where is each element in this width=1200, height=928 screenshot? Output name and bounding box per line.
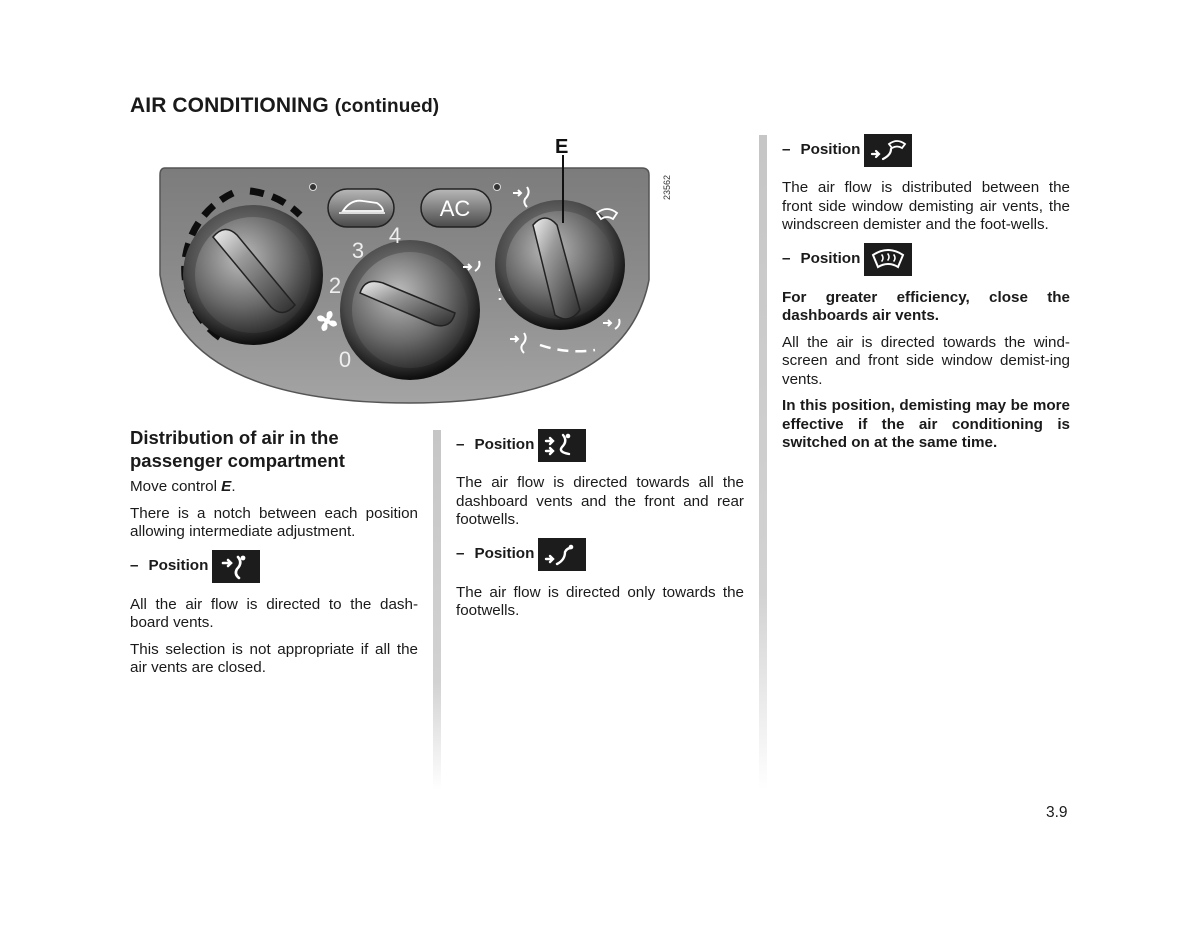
page-title-suffix: (continued) — [334, 96, 440, 117]
efficiency-note: For greater efficiency, close the dashboards air vents. — [782, 288, 1070, 324]
position-line-footwells: – Position — [456, 538, 744, 572]
footwells-description: The air flow is directed only towards the footwells. — [456, 583, 744, 619]
dashboard-and-footwells-icon — [538, 429, 586, 462]
dashboard-vents-icon — [212, 550, 260, 583]
fan-speed-2: 2 — [328, 273, 342, 298]
dashboard-description: All the air flow is directed to the dash-board vents. — [130, 595, 418, 631]
column-3 — [782, 133, 1070, 461]
column-2 — [456, 428, 744, 629]
indicator-lamp — [494, 184, 501, 191]
temperature-knob — [183, 205, 323, 345]
section-heading: Distribution of air in the passenger compartment — [130, 427, 345, 471]
column-separator — [433, 430, 441, 790]
fan-speed-4: 4 — [388, 223, 402, 248]
dashboard-footwells-description: The air flow is directed towards all the dashboard vents and the front and rear footwells. — [456, 474, 744, 528]
indicator-lamp — [310, 184, 317, 191]
windscreen-description: All the air is directed towards the wind-screen and front side window demist-ing vents. — [782, 333, 1070, 388]
position-line-dashboard: – Position — [130, 550, 418, 584]
fan-speed-3: 3 — [351, 238, 365, 263]
air-distribution-knob-e — [495, 200, 625, 330]
column-separator — [759, 135, 767, 790]
position-line-demist-footwells: – Position — [782, 133, 1070, 167]
dashboard-note: This selection is not appropriate if all the air vents are closed. — [130, 640, 418, 676]
position-line-windscreen: – Position — [782, 243, 1070, 277]
footwells-icon — [538, 538, 586, 571]
fan-speed-0: 0 — [338, 347, 352, 372]
windscreen-demist-icon — [864, 243, 912, 276]
column-1 — [130, 427, 418, 686]
demist-footwells-description: The air flow is distributed between the front side window demisting air vents, the windscreen demister and the foot-wells. — [782, 179, 1070, 233]
figure-reference-code: 23562 — [662, 174, 672, 200]
ac-button-label: AC — [439, 196, 471, 221]
control-e-label: E — [555, 136, 569, 158]
page-title: AIR CONDITIONING (continued) — [130, 94, 440, 117]
notch-text: There is a notch between each position allowing intermediate adjustment. — [130, 504, 418, 540]
page-number: 3.9 — [1046, 804, 1068, 821]
control-panel-illustration — [155, 135, 695, 410]
position-line-dashboard-footwells: – Position — [456, 428, 744, 462]
demist-and-footwells-icon — [864, 134, 912, 167]
move-control-text: Move control E. — [130, 478, 236, 495]
demisting-note: In this position, demisting may be more effective if the air conditioning is switched on at the same time. — [782, 397, 1070, 451]
recirculation-button — [328, 189, 394, 227]
